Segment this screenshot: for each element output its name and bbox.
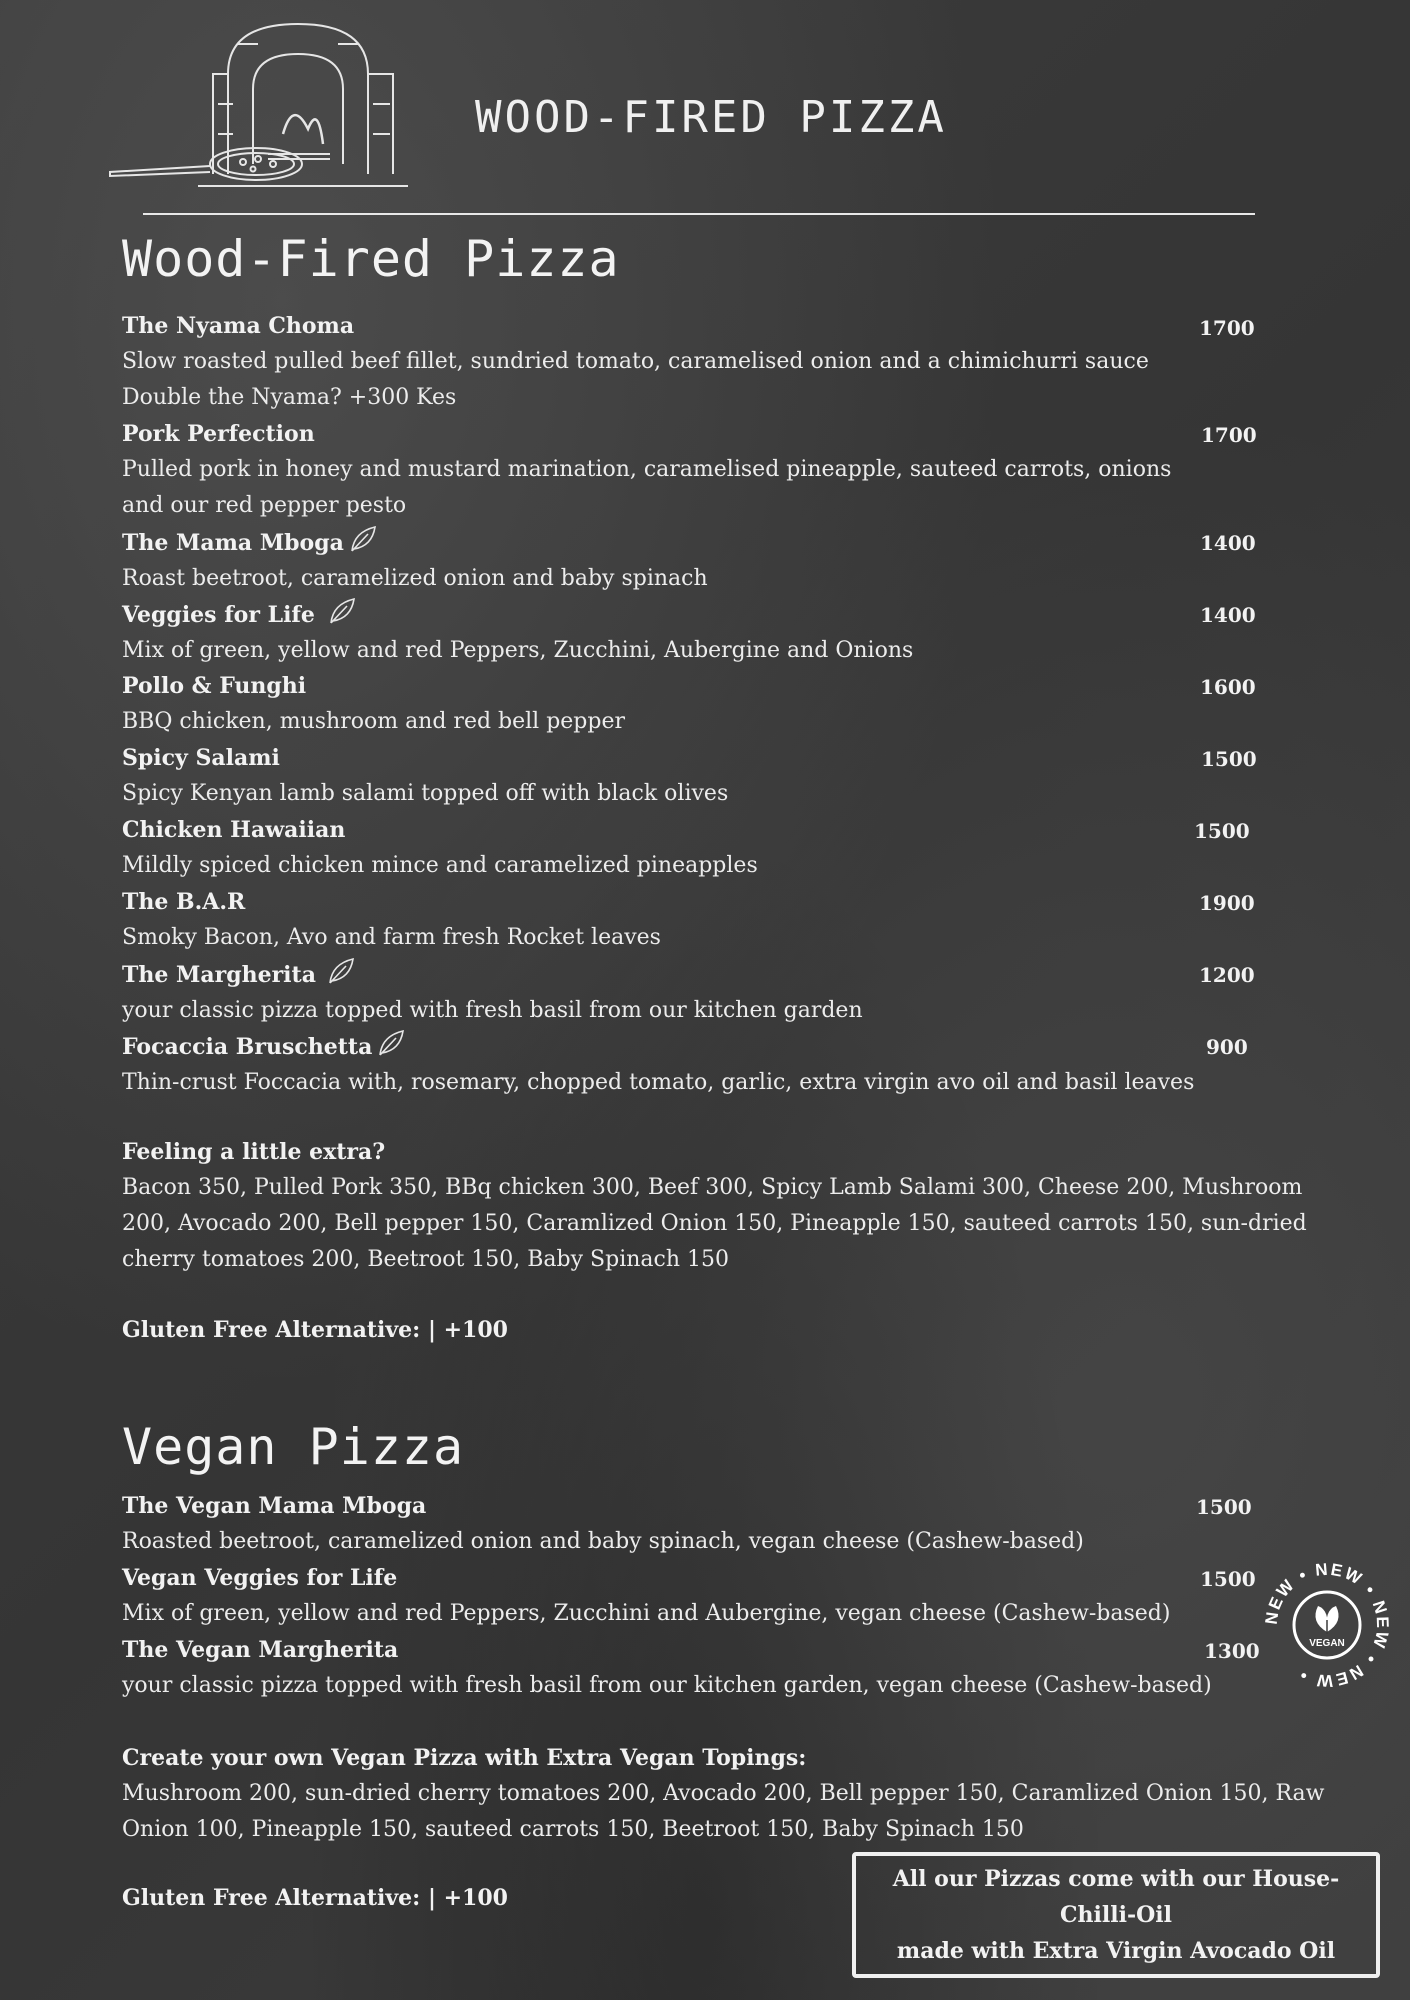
vegetarian-leaf-icon — [327, 596, 357, 626]
menu-item — [122, 1028, 1262, 1101]
menu-item — [122, 1632, 1262, 1704]
item-name: The Vegan Margherita — [122, 1637, 399, 1663]
item-name: The Mama Mboga — [122, 530, 344, 556]
vegan-extras-block — [122, 1740, 1332, 1848]
item-description: Mix of green, yellow and red Peppers, Zucchini and Aubergine, vegan cheese (Cashew-based) — [122, 1601, 1171, 1626]
item-description: Thin-crust Foccacia with, rosemary, chopped tomato, garlic, extra virgin avo oil and basil leaves — [122, 1070, 1195, 1095]
item-description: Mix of green, yellow and red Peppers, Zucchini, Aubergine and Onions — [122, 638, 914, 663]
item-description: Smoky Bacon, Avo and farm fresh Rocket leaves — [122, 925, 661, 950]
item-name: Pork Perfection — [122, 421, 315, 447]
item-name: The Margherita — [122, 962, 316, 988]
menu-item — [122, 596, 1262, 669]
item-price: 1500 — [1194, 819, 1250, 843]
menu-item — [122, 524, 1262, 597]
pizza-oven-illustration — [108, 14, 418, 194]
menu-item — [122, 740, 1262, 812]
section-title-vegan: Vegan Pizza — [122, 1418, 465, 1476]
vegetarian-leaf-icon — [348, 524, 378, 554]
item-price: 900 — [1206, 1035, 1248, 1059]
section-title-wood-fired: Wood-Fired Pizza — [122, 230, 620, 288]
new-vegan-badge — [1262, 1560, 1392, 1690]
item-name: The Nyama Choma — [122, 313, 355, 339]
item-price: 1200 — [1199, 963, 1255, 987]
extras-title: Feeling a little extra? — [122, 1139, 386, 1165]
menu-item — [122, 308, 1262, 416]
header-divider — [143, 213, 1255, 215]
item-name: Veggies for Life — [122, 602, 315, 628]
item-name: Focaccia Bruschetta — [122, 1034, 373, 1060]
item-price: 1400 — [1200, 531, 1256, 555]
item-price: 1400 — [1200, 603, 1256, 627]
menu-item — [122, 812, 1262, 884]
item-name: The Vegan Mama Mboga — [122, 1493, 427, 1519]
item-description: Spicy Kenyan lamb salami topped off with black olives — [122, 781, 729, 806]
item-price: 1500 — [1196, 1495, 1252, 1519]
item-description: your classic pizza topped with fresh basil from our kitchen garden — [122, 998, 863, 1023]
extras-block — [122, 1134, 1332, 1278]
item-description: Pulled pork in honey and mustard marination, caramelised pineapple, sauteed carrots, onions and our red pepper pesto — [122, 457, 1172, 518]
item-price: 1500 — [1201, 747, 1257, 771]
menu-item — [122, 884, 1262, 956]
callout-text: All our Pizzas come with our House-Chilli-Oil made with Extra Virgin Avocado Oil — [892, 1866, 1340, 1964]
item-price: 1300 — [1204, 1639, 1260, 1663]
leaf-icon — [1315, 1606, 1338, 1634]
menu-item — [122, 1488, 1262, 1560]
item-name: Spicy Salami — [122, 745, 280, 771]
item-name: Chicken Hawaiian — [122, 817, 346, 843]
item-price: 1500 — [1200, 1567, 1256, 1591]
vegetarian-leaf-icon — [326, 956, 356, 986]
gluten-free-note: Gluten Free Alternative: | +100 — [122, 1885, 508, 1911]
item-description: Slow roasted pulled beef fillet, sundried tomato, caramelised onion and a chimichurri sauce Double the Nyama? +300 Kes — [122, 349, 1149, 410]
gluten-free-note: Gluten Free Alternative: | +100 — [122, 1317, 508, 1343]
item-price: 1600 — [1200, 675, 1256, 699]
header-title: WOOD-FIRED PIZZA — [475, 92, 947, 143]
item-description: your classic pizza topped with fresh basil from our kitchen garden, vegan cheese (Cashew-based) — [122, 1673, 1212, 1698]
item-description: Roasted beetroot, caramelized onion and baby spinach, vegan cheese (Cashew-based) — [122, 1529, 1084, 1554]
chilli-oil-callout — [852, 1852, 1380, 1978]
item-price: 1700 — [1201, 423, 1257, 447]
vegetarian-leaf-icon — [376, 1028, 406, 1058]
item-name: The B.A.R — [122, 889, 246, 915]
item-price: 1700 — [1199, 316, 1255, 340]
item-price: 1900 — [1199, 891, 1255, 915]
extras-title: Create your own Vegan Pizza with Extra Vegan Topings: — [122, 1745, 807, 1771]
extras-list: Mushroom 200, sun-dried cherry tomatoes 200, Avocado 200, Bell pepper 150, Caramlized Onion 150, Raw Onion 100, Pineapple 150, sauteed carrots 150, Beetroot 150, Baby Spinach 150 — [122, 1781, 1325, 1842]
item-description: Roast beetroot, caramelized onion and baby spinach — [122, 566, 708, 591]
svg-text:NEW • NEW • NEW • NEW •: NEW • NEW • NEW • NEW • — [1262, 1560, 1392, 1690]
badge-center-text: VEGAN — [1309, 1638, 1345, 1649]
menu-item — [122, 956, 1262, 1029]
menu-item — [122, 668, 1262, 740]
menu-item — [122, 1560, 1262, 1632]
menu-item — [122, 416, 1262, 524]
item-name: Pollo & Funghi — [122, 673, 307, 699]
extras-list: Bacon 350, Pulled Pork 350, BBq chicken 300, Beef 300, Spicy Lamb Salami 300, Cheese 200, Mushroom 200, Avocado 200, Bell pepper 150, Caramlized Onion 150, Pineapple 150, sauteed carrots 150, sun-dried cherry tomatoes 200, Beetroot 150, Baby Spinach 150 — [122, 1175, 1307, 1272]
item-description: BBQ chicken, mushroom and red bell pepper — [122, 709, 626, 734]
item-name: Vegan Veggies for Life — [122, 1565, 398, 1591]
item-description: Mildly spiced chicken mince and caramelized pineapples — [122, 853, 758, 878]
